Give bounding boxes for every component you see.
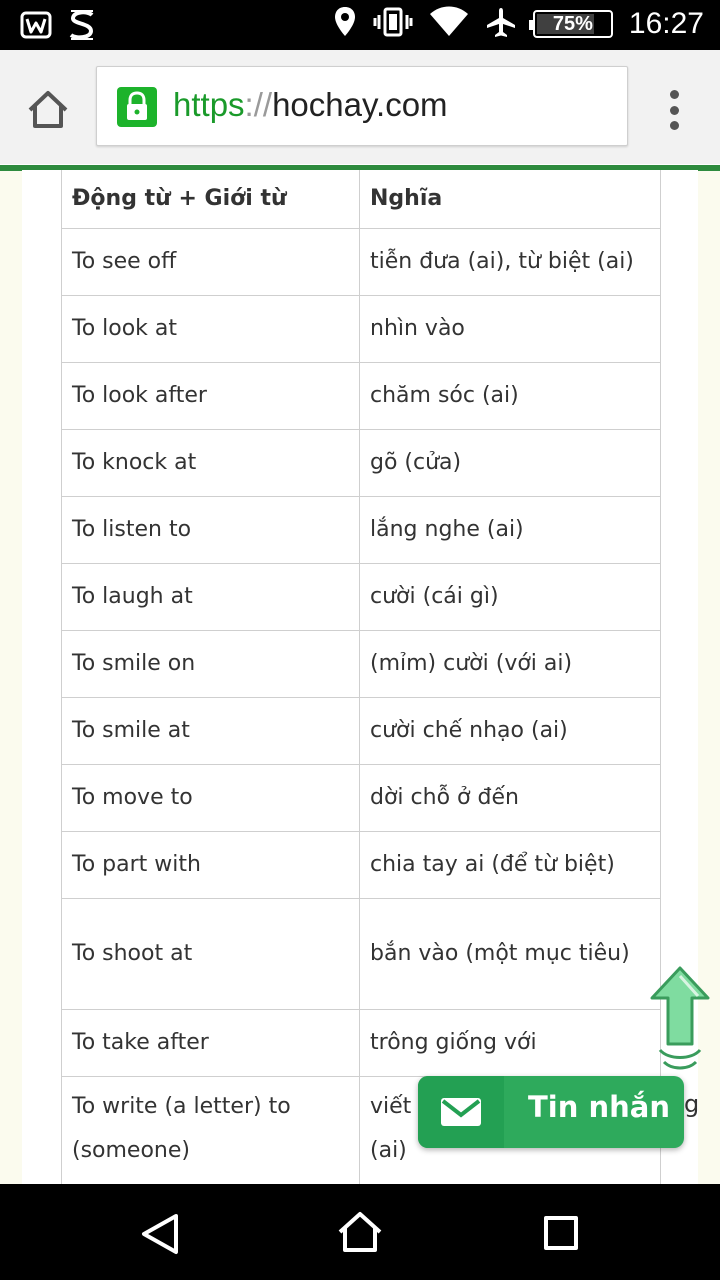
url-host: hochay.com	[272, 86, 448, 123]
url-bar[interactable]	[96, 66, 628, 146]
message-button[interactable]	[418, 1076, 684, 1148]
cell-phrase: To see off	[62, 229, 360, 296]
menu-dot-icon	[670, 90, 679, 99]
cell-meaning-line2: (ai)	[370, 1138, 407, 1163]
table-row	[62, 765, 661, 832]
battery-icon	[533, 10, 613, 38]
verb-preposition-table	[61, 170, 661, 1184]
home-icon	[24, 86, 72, 134]
cell-phrase: To part with	[62, 832, 360, 899]
table-row	[62, 296, 661, 363]
airplane-icon	[485, 6, 517, 42]
navigation-bar	[0, 1184, 720, 1280]
status-bar	[0, 0, 720, 50]
app-w-icon	[20, 11, 52, 43]
clipped-text: g	[684, 1090, 700, 1118]
cell-meaning: cười (cái gì)	[360, 564, 661, 631]
recent-apps-button[interactable]	[544, 1216, 578, 1250]
cell-phrase: To knock at	[62, 430, 360, 497]
cell-meaning: dời chỗ ở đến	[360, 765, 661, 832]
table-header-row	[62, 170, 661, 229]
cell-meaning: bắn vào (một mục tiêu)	[360, 899, 661, 1010]
cell-phrase: To move to	[62, 765, 360, 832]
table-row	[62, 564, 661, 631]
back-button[interactable]	[138, 1212, 186, 1256]
browser-toolbar	[0, 50, 720, 164]
home-button[interactable]	[24, 86, 72, 134]
table-row	[62, 229, 661, 296]
cell-phrase: To write (a letter) to (someone)	[62, 1077, 360, 1185]
url-separator: ://	[244, 86, 273, 123]
cell-meaning: lắng nghe (ai)	[360, 497, 661, 564]
cell-meaning: nhìn vào	[360, 296, 661, 363]
page-content[interactable]	[22, 170, 698, 1184]
up-arrow-icon	[648, 964, 712, 1084]
header-verb-preposition: Động từ + Giới từ	[62, 170, 360, 229]
menu-dot-icon	[670, 106, 679, 115]
menu-dot-icon	[670, 121, 679, 130]
url-text	[173, 85, 448, 125]
wifi-icon	[429, 6, 469, 42]
cell-phrase: To look at	[62, 296, 360, 363]
table-row	[62, 899, 661, 1010]
table-row	[62, 698, 661, 765]
battery-percent: 75%	[552, 12, 593, 35]
vibrate-icon	[373, 7, 413, 41]
cell-meaning-line1: viết	[370, 1094, 412, 1119]
home-nav-button[interactable]	[336, 1208, 384, 1256]
cell-phrase: To smile on	[62, 631, 360, 698]
url-scheme: https	[173, 86, 245, 123]
cell-phrase: To shoot at	[62, 899, 360, 1010]
clock: 16:27	[628, 7, 704, 40]
lock-icon	[117, 87, 157, 127]
message-button-label: Tin nhắn	[528, 1090, 670, 1124]
cell-meaning: chăm sóc (ai)	[360, 363, 661, 430]
cell-meaning: cười chế nhạo (ai)	[360, 698, 661, 765]
table-row	[62, 832, 661, 899]
cell-phrase: To listen to	[62, 497, 360, 564]
home-outline-icon	[336, 1208, 384, 1256]
cell-meaning: tiễn đưa (ai), từ biệt (ai)	[360, 229, 661, 296]
table-row	[62, 1010, 661, 1077]
cell-phrase: To smile at	[62, 698, 360, 765]
cell-meaning: (mỉm) cười (với ai)	[360, 631, 661, 698]
table-row	[62, 631, 661, 698]
header-meaning: Nghĩa	[360, 170, 661, 229]
table-row	[62, 497, 661, 564]
location-icon	[333, 6, 357, 42]
cell-meaning: gõ (cửa)	[360, 430, 661, 497]
cell-phrase: To look after	[62, 363, 360, 430]
overflow-menu-button[interactable]	[662, 86, 686, 134]
scroll-to-top-button[interactable]	[648, 964, 712, 1084]
envelope-icon	[440, 1097, 482, 1127]
table-row	[62, 430, 661, 497]
app-s-icon	[68, 9, 96, 45]
message-icon-area	[418, 1076, 504, 1148]
back-triangle-icon	[138, 1212, 186, 1256]
cell-phrase: To take after	[62, 1010, 360, 1077]
table-row	[62, 363, 661, 430]
cell-meaning: trông giống với	[360, 1010, 661, 1077]
cell-phrase: To laugh at	[62, 564, 360, 631]
cell-meaning: chia tay ai (để từ biệt)	[360, 832, 661, 899]
